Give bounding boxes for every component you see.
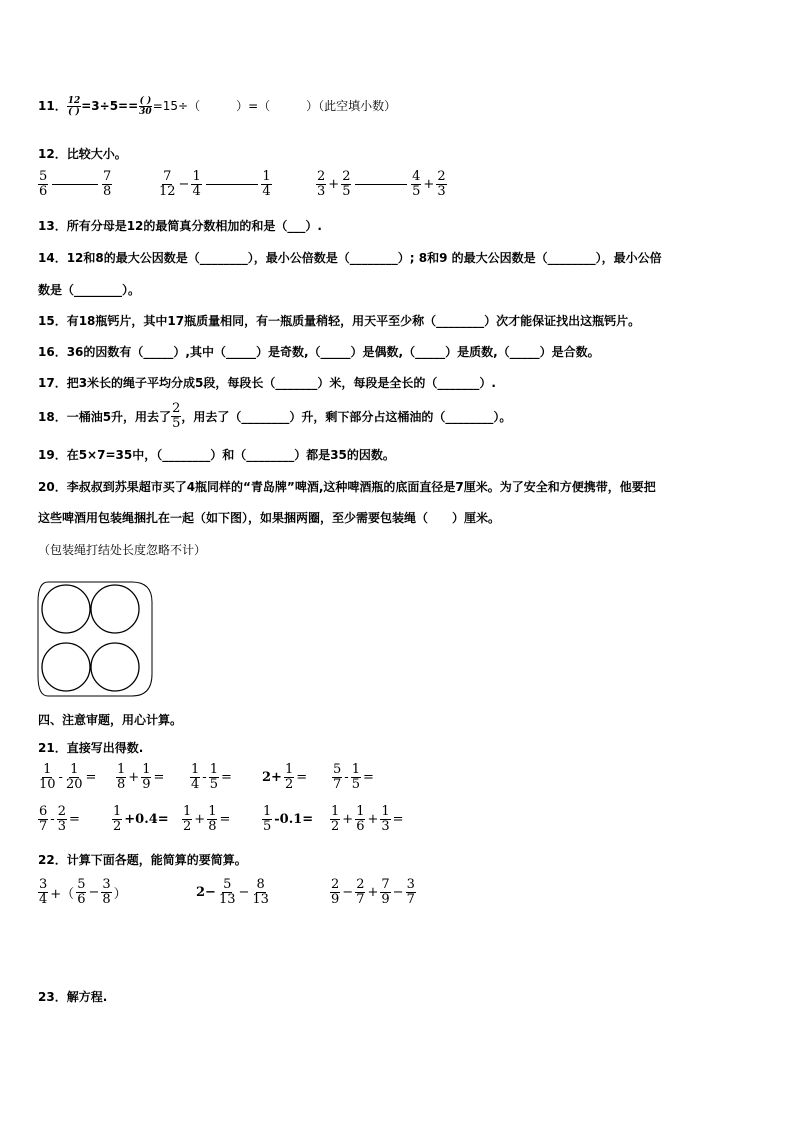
question-20-line-2: 这些啤酒用包装绳捆扎在一起（如下图），如果捆两圈，至少需要包装绳（ ）厘米。	[38, 511, 501, 525]
question-23: 23．解方程.	[38, 990, 108, 1004]
fraction: $\frac{1}{4}$	[262, 169, 271, 199]
question-16: 16．36的因数有（_____）,其中（_____）是奇数,（_____）是偶数,（_____）是质数,（_____）是合数。	[38, 345, 600, 359]
question-13: 13．所有分母是12的最简真分数相加的和是（___）.	[38, 219, 322, 233]
q21-expr: 2+ $\frac{1}{2}$ =	[262, 762, 308, 792]
q21-title: 21．直接写出得数.	[38, 741, 144, 755]
fraction: $\frac{1}{4}$	[192, 169, 201, 199]
question-18	[38, 402, 511, 431]
q22-expr-2: 2− $\frac{5}{13}$ − $\frac{8}{13}$	[196, 877, 269, 907]
bottle-circle	[42, 585, 90, 633]
fraction: $\frac{2}{3}$	[437, 169, 446, 199]
question-15: 15．有18瓶钙片，其中17瓶质量相同，有一瓶质量稍轻，用天平至少称（________）次才能保证找出这瓶钙片。	[38, 314, 641, 328]
question-19: 19．在5×7=35中，（________）和（________）都是35的因数。	[38, 448, 395, 462]
q12-compare-c: $\frac{2}{3}$ + $\frac{2}{5}$ $\frac{4}{5}$ + $\frac{2}{3}$	[317, 169, 446, 199]
q11-text-1: =3÷5==	[81, 99, 139, 113]
answer-blank[interactable]	[355, 184, 407, 185]
q22-expr-1: $\frac{3}{4}$ +（ $\frac{5}{6}$ − $\frac{3}{8}$ ）	[39, 877, 127, 907]
q21-expr: $\frac{6}{7}$ - $\frac{2}{3}$ =	[39, 804, 80, 834]
string-outline	[38, 582, 152, 696]
q11-fraction-2: $\frac{( )}{30}$	[139, 96, 152, 117]
q18-text-1: 18．一桶油5升，用去了	[38, 410, 172, 424]
q12-compare-b: $\frac{7}{12}$ − $\frac{1}{4}$ $\frac{1}{4}$	[159, 169, 271, 199]
question-20-line-1: 20．李叔叔到苏果超市买了4瓶同样的“青岛牌”啤酒,这种啤酒瓶的底面直径是7厘米。为了安全和方便携带，他要把	[38, 480, 656, 494]
fraction: $\frac{5}{6}$	[39, 169, 48, 199]
fraction: $\frac{2}{3}$	[317, 169, 326, 199]
question-11	[38, 96, 396, 117]
fraction: $\frac{2}{5}$	[172, 401, 181, 431]
q21-expr: $\frac{1}{4}$ - $\frac{1}{5}$ =	[191, 762, 232, 792]
q11-number: 11．	[38, 99, 67, 113]
q21-expr: $\frac{1}{10}$ - $\frac{1}{20}$ =	[39, 762, 97, 792]
bottle-circle	[91, 585, 139, 633]
bottle-circle	[91, 643, 139, 691]
q12-compare-a	[38, 170, 112, 199]
q21-expr: $\frac{1}{8}$ + $\frac{1}{9}$ =	[117, 762, 165, 792]
q21-expr: $\frac{1}{5}$ -0.1=	[263, 804, 314, 834]
question-14-line-2: 数是（________）。	[38, 283, 141, 297]
bottle-circle	[42, 643, 90, 691]
q11-text-2: =15÷（ ）=（ ）（此空填小数）	[152, 99, 397, 113]
fraction: $\frac{4}{5}$	[412, 169, 421, 199]
q12-title: 12．比较大小。	[38, 147, 127, 161]
q22-title: 22．计算下面各题，能简算的要简算。	[38, 853, 247, 867]
fraction: $\frac{2}{5}$	[342, 169, 351, 199]
q21-expr: $\frac{1}{2}$ +0.4=	[113, 804, 169, 834]
section-4-title: 四、注意审题，用心计算。	[38, 713, 183, 727]
q18-text-2: ，用去了（________）升，剩下部分占这桶油的（________）。	[181, 410, 512, 424]
q21-expr: $\frac{1}{2}$ + $\frac{1}{8}$ =	[183, 804, 231, 834]
question-20-note: （包装绳打结处长度忽略不计）	[38, 543, 207, 557]
answer-blank[interactable]	[206, 184, 258, 185]
q21-expr: $\frac{5}{7}$ - $\frac{1}{5}$ =	[333, 762, 374, 792]
question-17: 17．把3米长的绳子平均分成5段，每段长（_______）米，每段是全长的（_______）.	[38, 376, 496, 390]
q21-expr: $\frac{1}{2}$ + $\frac{1}{6}$ + $\frac{1}{3}$ =	[331, 804, 404, 834]
question-14-line-1: 14．12和8的最大公因数是（________），最小公倍数是（________）; 8和9 的最大公因数是（________），最小公倍	[38, 251, 662, 265]
fraction: $\frac{7}{8}$	[102, 169, 112, 199]
bottles-diagram	[36, 578, 156, 702]
fraction: $\frac{7}{12}$	[159, 169, 176, 199]
answer-blank[interactable]	[52, 184, 98, 185]
q22-expr-3: $\frac{2}{9}$ − $\frac{2}{7}$ + $\frac{7}{9}$ − $\frac{3}{7}$	[331, 877, 415, 907]
q11-fraction-1: $\frac{12}{( )}$	[67, 96, 81, 117]
